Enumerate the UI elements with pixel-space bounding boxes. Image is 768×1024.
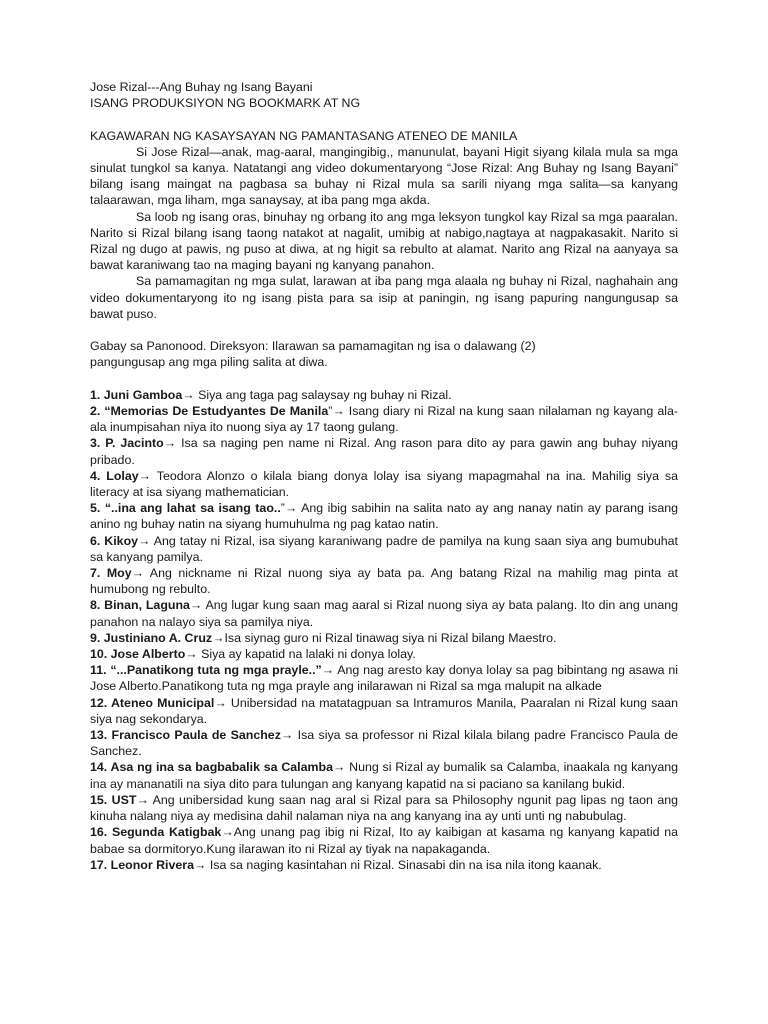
list-item (90, 630, 678, 646)
list-item (90, 387, 678, 403)
list-item (90, 435, 678, 467)
item-term: 3. P. Jacinto (90, 436, 164, 451)
intro-paragraph-1: Si Jose Rizal—anak, mag-aaral, mangingibig,, manunulat, bayani Higit siyang kilala mula sa mga sinulat tungkol sa kanya. Natatangi ang video dokumentaryong “Jose Rizal: Ang Buhay ng Isang Bayani” bilang isang maingat na pagbasa sa buhay ni Rizal mula sa sarili niyang mga salita—sa kanyang talaarawan, mga liham, mga sanaysay, at iba pang mga akda. (90, 144, 678, 208)
item-description: → Unibersidad na matatagpuan sa Intramuros Manila, Paaralan ni Rizal kung saan siya nag sekondarya. (90, 695, 678, 726)
item-term: 15. UST (90, 792, 137, 807)
item-description: → Siya ay kapatid na lalaki ni donya lolay. (185, 647, 416, 662)
item-term: 7. Moy (90, 566, 132, 581)
document-page (90, 79, 678, 873)
list-item (90, 565, 678, 597)
item-term: 2. “Memorias De Estudyantes De Manila (90, 404, 329, 419)
item-description: → Ang unibersidad kung saan nag aral si Rizal para sa Philosophy ngunit pag lipas ng taon ang kinuha nalang niya ay medisina dahil nalaman niya na ang kanyang ina ay unti unti ng nabubulag. (90, 792, 679, 824)
item-description: ”→ Ang ibig sabihin na salita nato ay ang nanay natin ay parang isang anino ng buhay natin na siyang humuhulma ng pag katao natin. (90, 501, 678, 532)
document-title: Jose Rizal---Ang Buhay ng Isang Bayani (90, 80, 313, 94)
item-term: 10. Jose Alberto (90, 647, 186, 662)
item-description: → Teodora Alonzo o kilala biang donya lolay isa siyang mapagmahal na ina. Mahilig siya sa literacy at isa siyang mathematician. (90, 468, 678, 500)
list-item (90, 597, 678, 629)
list-item (90, 500, 678, 532)
item-term: 11. “...Panatikong tuta ng mga prayle..” (90, 663, 322, 678)
item-term: 8. Binan, Laguna (90, 598, 190, 613)
item-term: 17. Leonor Rivera (90, 857, 194, 872)
list-item (90, 727, 678, 759)
item-term: 6. Kikoy (90, 533, 139, 548)
intro-paragraph-2: Sa loob ng isang oras, binuhay ng orbang ito ang mga leksyon tungkol kay Rizal sa mga paaralan. Narito si Rizal bilang isang taong natakot at nagalit, umibig at nabigo,nagtaya at nagpakasakit. Narito si Rizal ng dugo at pawis, ng puso at diwa, at ng higit sa rebulto at alamat. Narito ang Rizal na aanyaya sa bawat karaniwang tao na maging bayani ng kanyang panahon. (90, 209, 678, 273)
item-description: → Ang tatay ni Rizal, isa siyang karaniwang padre de pamilya na kung saan siya ang bumubuhat sa kanyang pamilya. (90, 533, 678, 564)
item-description: → Isa sa naging pen name ni Rizal. Ang rason para dito ay para gawin ang buhay niyang pribado. (90, 436, 678, 467)
item-description: ”→ Isang diary ni Rizal na kung saan nilalaman ng kayang ala-ala inumpisahan niya ito nuong siya ay 17 taong gulang. (90, 404, 678, 435)
item-term: 16. Segunda Katigbak (90, 825, 222, 840)
list-item (90, 646, 678, 662)
department-line: KAGAWARAN NG KASAYSAYAN NG PAMANTASANG ATENEO DE MANILA (90, 128, 518, 143)
item-term: 1. Juni Gamboa (90, 387, 183, 402)
item-term: 5. “..ina ang lahat sa isang tao.. (90, 501, 281, 516)
intro-paragraph-3: Sa pamamagitan ng mga sulat, larawan at iba pang mga alaala ng buhay ni Rizal, naghahain ang video dokumentaryong ito ng isang pista para sa isip at paningin, ng isang papuring nangungusap sa bawat puso. (90, 274, 678, 321)
item-term: 4. Lolay (90, 468, 139, 483)
list-item (90, 533, 678, 565)
spacer (90, 322, 678, 338)
list-item (90, 792, 678, 824)
list-item (90, 403, 678, 435)
item-term: 12. Ateneo Municipal (90, 695, 215, 710)
item-description: → Ang lugar kung saan mag aaral si Rizal nuong siya ay bata palang. Ito din ang unang panahon na nalayo siya sa pamilya niya. (90, 598, 678, 629)
item-description: → Siya ang taga pag salaysay ng buhay ni Rizal. (182, 387, 452, 402)
item-description: →Ang unang pag ibig ni Rizal, Ito ay kaibigan at kasama ng kanyang kapatid na babae sa dormitoryo.Kung ilarawan ito ni Rizal ay tiyak na napakaganda. (90, 825, 679, 856)
spacer (90, 371, 678, 387)
list-item (90, 759, 678, 791)
item-term: 13. Francisco Paula de Sanchez (90, 728, 281, 743)
item-term: 14. Asa ng ina sa bagbabalik sa Calamba (90, 760, 333, 775)
list-item (90, 662, 678, 694)
list-item (90, 857, 678, 873)
list-item (90, 468, 678, 500)
item-description: → Ang nickname ni Rizal nuong siya ay bata pa. Ang batang Rizal na mahilig mag pinta at humubong ng rebulto. (90, 566, 678, 597)
production-line: ISANG PRODUKSIYON NG BOOKMARK AT NG (90, 96, 361, 111)
viewing-guide-line-1: Gabay sa Panonood. Direksyon: Ilarawan sa pamamagitan ng isa o dalawang (2) (90, 339, 536, 354)
item-description: → Isa siya sa professor ni Rizal kilala bilang padre Francisco Paula de Sanchez. (90, 728, 678, 759)
item-description: → Isa sa naging kasintahan ni Rizal. Sinasabi din na isa nila itong kaanak. (193, 857, 602, 872)
item-description: → Nung si Rizal ay bumalik sa Calamba, inaakala ng kanyang ina ay mananatili na siya dito para tulungan ang kanyang kapatid na si paciano sa kanilang bukid. (90, 760, 678, 791)
item-term: 9. Justiniano A. Cruz (90, 630, 213, 645)
item-description: →Isa siynag guro ni Rizal tinawag siya ni Rizal bilang Maestro. (212, 630, 557, 645)
term-list (90, 387, 678, 873)
spacer (90, 111, 678, 127)
list-item (90, 695, 678, 727)
list-item (90, 824, 678, 856)
viewing-guide-line-2: pangungusap ang mga piling salita at diwa. (90, 355, 328, 370)
item-description: → Ang nag aresto kay donya lolay sa pag bibintang ng asawa ni Jose Alberto.Panatikong tuta ng mga prayle ang inilarawan ni Rizal sa mga malupit na alkade (90, 663, 678, 694)
